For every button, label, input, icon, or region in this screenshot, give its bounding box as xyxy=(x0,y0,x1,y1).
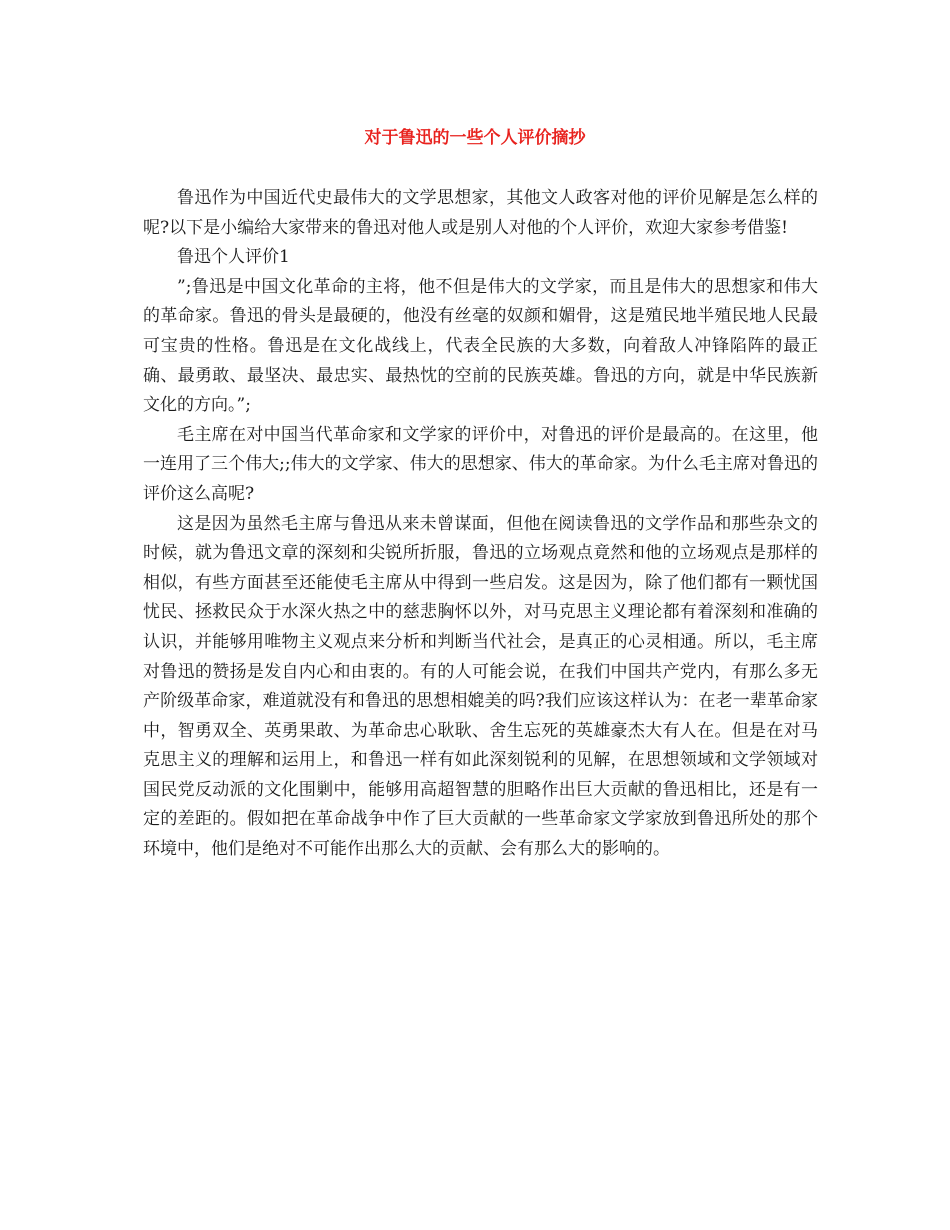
commentary-paragraph: 毛主席在对中国当代革命家和文学家的评价中，对鲁迅的评价是最高的。在这里，他一连用了三个伟大;;伟大的文学家、伟大的思想家、伟大的革命家。为什么毛主席对鲁迅的评价这么高呢? xyxy=(143,424,818,504)
explanation-paragraph: 这是因为虽然毛主席与鲁迅从来未曾谋面，但他在阅读鲁迅的文学作品和那些杂文的时候，就为鲁迅文章的深刻和尖锐所折服，鲁迅的立场观点竟然和他的立场观点是那样的相似，有些方面甚至还能使毛主席从中得到一些启发。这是因为，除了他们都有一颗忧国忧民、拯救民众于水深火热之中的慈悲胸怀以外，对马克思主义理论都有着深刻和准确的认识，并能够用唯物主义观点来分析和判断当代社会，是真正的心灵相通。所以，毛主席对鲁迅的赞扬是发自内心和由衷的。有的人可能会说，在我们中国共产党内，有那么多无产阶级革命家，难道就没有和鲁迅的思想相媲美的吗?我们应该这样认为：在老一辈革命家中，智勇双全、英勇果敢、为革命忠心耿耿、舍生忘死的英雄豪杰大有人在。但是在对马克思主义的理解和运用上，和鲁迅一样有如此深刻锐利的见解，在思想领域和文学领域对国民党反动派的文化围剿中，能够用高超智慧的胆略作出巨大贡献的鲁迅相比，还是有一定的差距的。假如把在革命战争中作了巨大贡献的一些革命家文学家放到鲁迅所处的那个环境中，他们是绝对不可能作出那么大的贡献、会有那么大的影响的。 xyxy=(143,513,818,860)
section-heading: 鲁迅个人评价1 xyxy=(177,247,290,268)
intro-paragraph: 鲁迅作为中国近代史最伟大的文学思想家，其他文人政客对他的评价见解是怎么样的呢?以下是小编给大家带来的鲁迅对他人或是别人对他的个人评价，欢迎大家参考借鉴! xyxy=(143,188,818,238)
quote-paragraph: ”;鲁迅是中国文化革命的主将，他不但是伟大的文学家，而且是伟大的思想家和伟大的革命家。鲁迅的骨头是最硬的，他没有丝毫的奴颜和媚骨，这是殖民地半殖民地人民最可宝贵的性格。鲁迅是在文化战线上，代表全民族的大多数，向着敌人冲锋陷阵的最正确、最勇敢、最坚决、最忠实、最热忱的空前的民族英雄。鲁迅的方向，就是中华民族新文化的方向。”; xyxy=(143,276,818,416)
document-body xyxy=(143,184,818,865)
document-title: 对于鲁迅的一些个人评价摘抄 xyxy=(364,128,586,148)
